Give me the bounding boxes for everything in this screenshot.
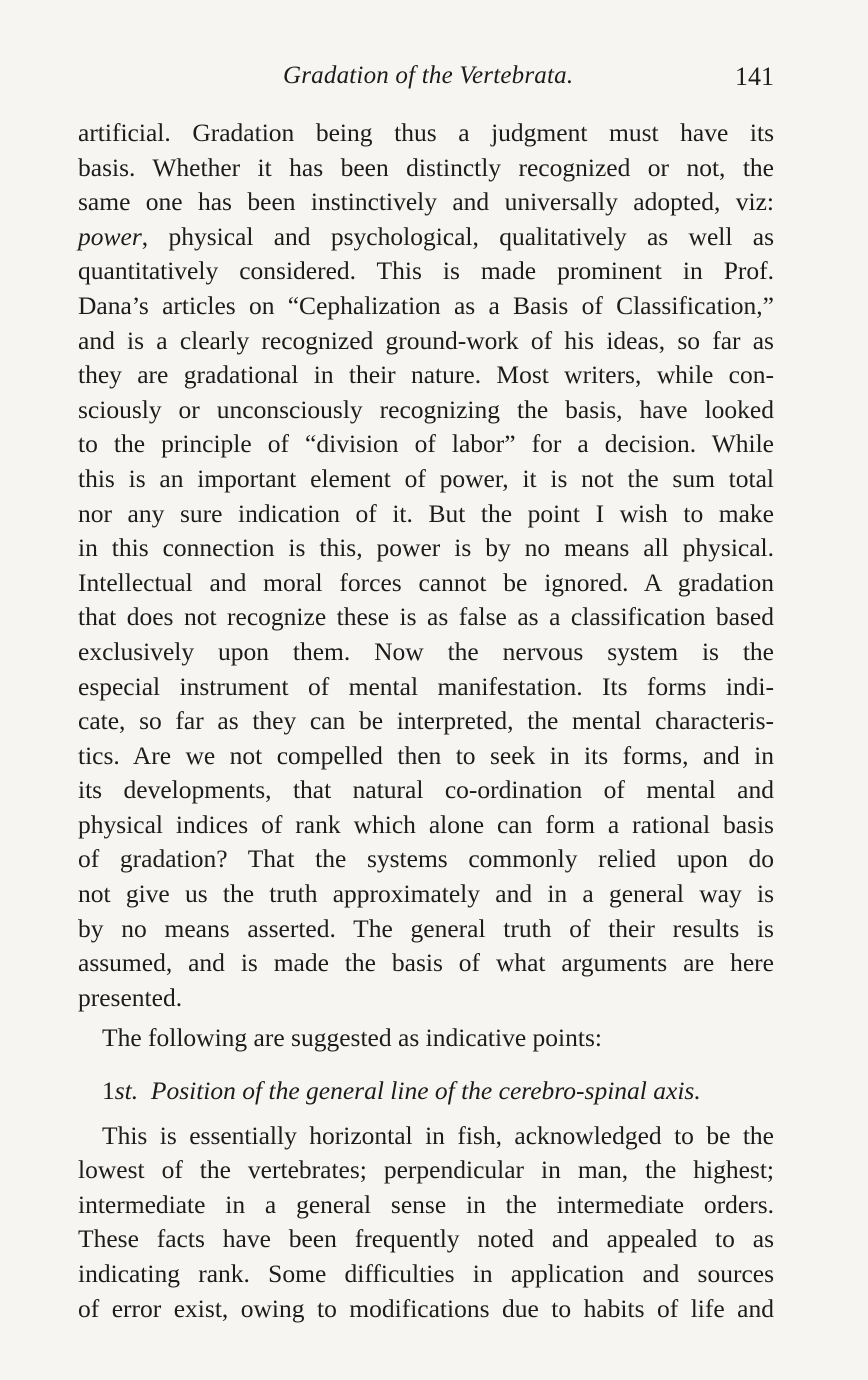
text-line: cate, so far as they can be interpreted, the mental characteris- [78, 706, 774, 736]
text-line [78, 220, 774, 255]
section-title: Position of the general line of the cerebro-spinal axis. [150, 1076, 701, 1106]
text-line: lowest of the vertebrates; perpendicular in man, the highest; [78, 1155, 774, 1185]
text-line: of gradation? That the systems commonly relied upon do [78, 844, 774, 874]
paragraph-2 [78, 1021, 774, 1056]
text-line: in this connection is this, power is by no means all physical. [78, 533, 774, 563]
text-line: artificial. Gradation being thus a judgment must have its [78, 118, 774, 147]
section-heading [78, 1074, 774, 1109]
text-line: especial instrument of mental manifestation. Its forms indi- [78, 671, 774, 701]
text-line: same one has been instinctively and universally adopted, viz: [78, 187, 774, 217]
text-line: to the principle of “division of labor” for a decision. While [78, 429, 774, 459]
text-line: by no means asserted. The general truth of their results is [78, 913, 774, 943]
text-line: not give us the truth approximately and in a general way is [78, 879, 774, 909]
text-line: they are gradational in their nature. Most writers, while con- [78, 360, 774, 390]
paragraph-1 [78, 116, 774, 1015]
emphasis-power: power [78, 221, 142, 251]
text-line: Intellectual and moral forces cannot be ignored. A gradation [78, 567, 774, 597]
text-line: of error exist, owing to modifications due to habits of life and [78, 1293, 774, 1323]
text-line: exclusively upon them. Now the nervous system is the [78, 636, 774, 666]
section-ordinal: st. [114, 1076, 139, 1106]
paragraph-3 [78, 1119, 774, 1327]
text-line: this is an important element of power, it is not the sum total [78, 463, 774, 493]
page-number: 141 [735, 62, 774, 91]
running-title: Gradation of the Vertebrata. [283, 62, 574, 89]
body-text [78, 116, 774, 1326]
section-heading-line [78, 1074, 774, 1109]
text-line: presented. [78, 982, 183, 1012]
text-line: and is a clearly recognized ground-work of his ideas, so far as [78, 325, 774, 355]
text-line: that does not recognize these is as false as a classification based [78, 602, 774, 632]
text-line: intermediate in a general sense in the intermediate orders. [78, 1189, 774, 1219]
text-line: tics. Are we not compelled then to seek in its forms, and in [78, 740, 774, 770]
text-line: nor any sure indication of it. But the point I wish to make [78, 498, 774, 528]
text-line: The following are suggested as indicative points: [102, 1023, 602, 1053]
text-line: These facts have been frequently noted and appealed to as [78, 1224, 774, 1254]
section-number: 1 [102, 1076, 115, 1106]
text-line: assumed, and is made the basis of what arguments are here [78, 948, 774, 978]
text-line: its developments, that natural co-ordination of mental and [78, 775, 774, 805]
text-line: This is essentially horizontal in fish, acknowledged to be the [102, 1120, 774, 1150]
text-line: indicating rank. Some difficulties in application and sources [78, 1259, 774, 1288]
text-line-rest: , physical and psychological, qualitatively as well as [141, 221, 774, 251]
text-line: sciously or unconsciously recognizing the basis, have looked [78, 394, 774, 424]
text-line: basis. Whether it has been distinctly recognized or not, the [78, 152, 774, 182]
running-head [78, 62, 774, 98]
text-line: physical indices of rank which alone can form a rational basis [78, 809, 774, 839]
text-line: quantitatively considered. This is made prominent in Prof. [78, 256, 774, 286]
text-line: Dana’s articles on “Cephalization as a Basis of Classification,” [78, 290, 774, 320]
